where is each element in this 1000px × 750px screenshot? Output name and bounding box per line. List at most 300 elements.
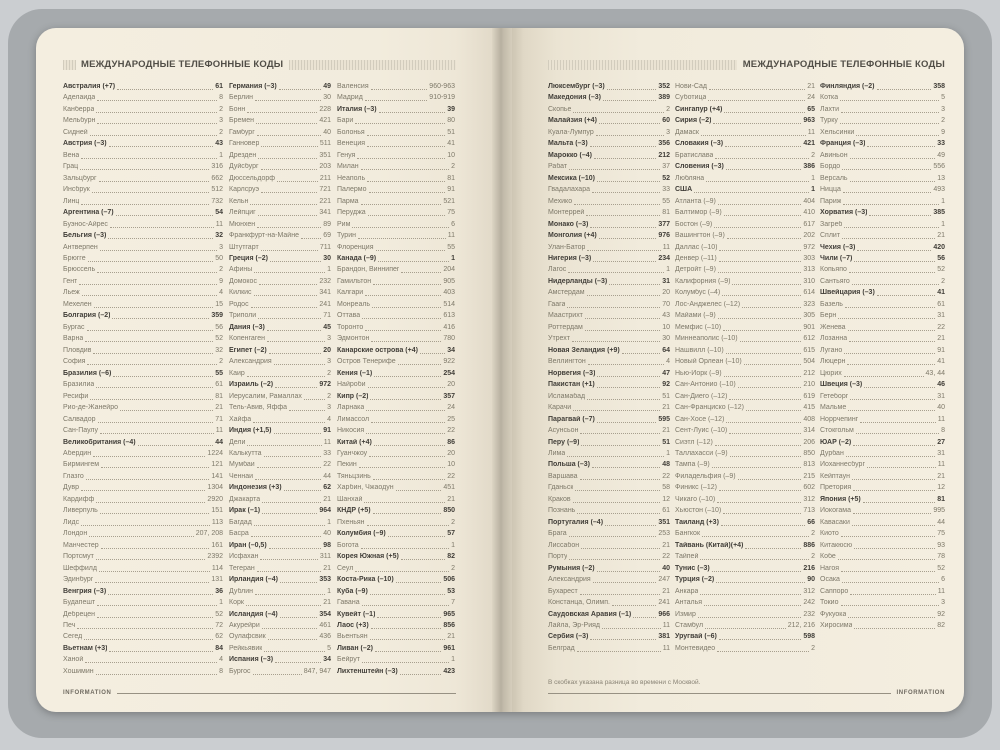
dot-leader (700, 594, 801, 595)
city-entry (229, 241, 331, 252)
entry-name: Асунсьон (548, 427, 579, 435)
dot-leader (254, 525, 325, 526)
dot-leader (97, 605, 217, 606)
dot-leader (358, 238, 446, 239)
dot-leader (845, 307, 935, 308)
entry-name: Иерусалим, Рамаллах (229, 392, 302, 400)
entry-name: Чикаго (–10) (675, 495, 716, 503)
city-entry (63, 286, 223, 297)
entry-name: Флоренция (337, 243, 374, 251)
city-entry (675, 286, 815, 297)
dot-leader (597, 376, 660, 377)
country-entry (548, 344, 670, 355)
dot-leader (255, 100, 321, 101)
dot-leader (371, 89, 428, 90)
dot-leader (264, 456, 322, 457)
dot-leader (841, 605, 940, 606)
dot-leader (367, 135, 446, 136)
entry-name: Мельбурн (63, 117, 96, 125)
country-entry (675, 573, 815, 584)
dial-code: 8 (219, 94, 223, 102)
entry-name: Куала-Лумпур (548, 128, 594, 136)
city-entry (675, 218, 815, 229)
dial-code: 36 (215, 587, 223, 595)
entry-name: Джакарта (229, 495, 261, 503)
dial-code: 813 (803, 461, 815, 469)
dial-code: 62 (215, 633, 223, 641)
city-entry (63, 631, 223, 642)
dot-leader (361, 548, 449, 549)
city-entry (548, 126, 670, 137)
city-entry (820, 103, 945, 114)
dot-leader (247, 445, 321, 446)
entry-name: Цюрих (820, 369, 842, 377)
entry-name: Ларнака (337, 404, 365, 412)
city-entry (675, 447, 815, 458)
country-entry (229, 539, 331, 550)
entry-name: София (63, 358, 86, 366)
city-entry (675, 378, 815, 389)
entry-name: Загреб (820, 220, 843, 228)
dial-code: 2 (941, 117, 945, 125)
dot-leader (856, 135, 939, 136)
dial-code: 2 (811, 553, 815, 561)
dial-code: 210 (803, 381, 815, 389)
entry-name: Будапешт (63, 599, 96, 607)
city-entry (820, 172, 945, 183)
dial-code: 37 (662, 163, 670, 171)
dot-leader (569, 559, 660, 560)
entry-name: Люксембург (–3) (548, 82, 605, 90)
entry-name: Монреаль (337, 300, 371, 308)
dial-code: 21 (447, 495, 455, 503)
country-entry (820, 252, 945, 263)
dot-leader (97, 100, 217, 101)
dial-code: 972 (803, 243, 815, 251)
country-entry (548, 137, 670, 148)
dial-code: 415 (803, 404, 815, 412)
book-spine (492, 28, 512, 712)
dot-leader (88, 261, 214, 262)
city-entry (63, 447, 223, 458)
city-entry (820, 218, 945, 229)
entry-name: Ганновер (229, 140, 260, 148)
entry-name: Канберра (63, 105, 95, 113)
city-entry (229, 527, 331, 538)
dial-code: 39 (447, 105, 455, 113)
city-entry (337, 298, 455, 309)
dot-leader (261, 250, 318, 251)
left-page (36, 28, 492, 712)
entry-name: Пхеньян (337, 518, 365, 526)
city-entry (337, 653, 455, 664)
city-entry (337, 355, 455, 366)
dot-leader (568, 272, 664, 273)
city-entry (337, 149, 455, 160)
dot-leader (364, 502, 445, 503)
city-entry (337, 218, 455, 229)
entry-name: Инсбрук (63, 186, 90, 194)
city-entry (548, 470, 670, 481)
dial-code: 436 (319, 633, 331, 641)
dial-code: 21 (937, 335, 945, 343)
entry-name: Таиланд (+3) (675, 518, 719, 526)
dial-code: 151 (211, 507, 223, 515)
dial-code: 341 (319, 209, 331, 217)
entry-name: Испания (–3) (229, 656, 274, 664)
entry-name: Коста-Рика (–10) (337, 576, 394, 584)
entry-name: Хиросима (820, 622, 853, 629)
country-entry (548, 114, 670, 125)
dial-code: 253 (658, 530, 670, 538)
dial-code: 310 (803, 277, 815, 285)
city-entry (675, 424, 815, 435)
dial-code: 45 (323, 323, 331, 331)
dot-leader (726, 169, 802, 170)
city-entry (820, 275, 945, 286)
dot-leader (597, 181, 660, 182)
right-page-footer (548, 690, 945, 696)
city-entry (63, 619, 223, 630)
dial-code: 40 (323, 128, 331, 136)
entry-name: Найроби (337, 381, 366, 389)
city-entry (548, 309, 670, 320)
dot-leader (367, 525, 450, 526)
dot-leader (718, 272, 801, 273)
city-entry (675, 298, 815, 309)
city-entry (63, 493, 223, 504)
dot-leader (96, 387, 213, 388)
city-entry (229, 126, 331, 137)
dial-code: 81 (937, 495, 945, 503)
dot-leader (261, 146, 317, 147)
city-entry (548, 619, 670, 630)
dial-code: 212 (803, 369, 815, 377)
dot-leader (592, 467, 660, 468)
dial-code: 2 (219, 128, 223, 136)
dot-leader (98, 422, 214, 423)
city-entry (337, 286, 455, 297)
city-entry (63, 91, 223, 102)
entry-name: Сантьяго (820, 277, 850, 285)
dial-code: 40 (937, 404, 945, 412)
dial-code: 1 (451, 656, 455, 664)
dial-code: 51 (447, 128, 455, 136)
dial-code: 21 (662, 427, 670, 435)
entry-name: Венгрия (–3) (63, 587, 107, 595)
entry-name: Бейрут (337, 656, 360, 664)
city-entry (63, 413, 223, 424)
city-entry (820, 596, 945, 607)
dot-leader (100, 250, 217, 251)
dot-leader (840, 123, 939, 124)
country-entry (548, 91, 670, 102)
dial-code: 55 (447, 243, 455, 251)
entry-name: Монако (–3) (548, 220, 589, 228)
dial-code: 5 (327, 644, 331, 652)
city-entry (820, 458, 945, 469)
dot-leader (361, 169, 450, 170)
dot-leader (729, 433, 801, 434)
dot-leader (370, 639, 446, 640)
entry-name: Кобе (820, 553, 836, 561)
dot-leader (254, 295, 318, 296)
dot-leader (257, 227, 321, 228)
city-entry (63, 390, 223, 401)
footer-rule (117, 693, 456, 694)
entry-name: Канарские острова (+4) (337, 346, 418, 354)
dot-leader (368, 215, 446, 216)
dial-code: 1 (451, 541, 455, 549)
city-entry (229, 264, 331, 275)
entry-name: Финикс (–12) (675, 484, 717, 492)
country-entry (820, 286, 945, 297)
dial-code: 34 (323, 656, 331, 664)
dial-code: 131 (211, 576, 223, 584)
city-entry (229, 665, 331, 676)
country-entry (675, 183, 815, 194)
country-entry (548, 562, 670, 573)
entry-name: Улан-Батор (548, 243, 586, 251)
city-entry (63, 516, 223, 527)
country-entry (337, 585, 455, 596)
dial-code: 54 (215, 209, 223, 217)
entry-name: Глазго (63, 472, 84, 480)
dot-leader (841, 112, 939, 113)
dial-code: 1 (811, 174, 815, 182)
entry-name: Сеул (337, 564, 354, 572)
dot-leader (694, 192, 809, 193)
stripe-ornament (548, 60, 737, 70)
country-entry (63, 367, 223, 378)
entry-name: Гаага (548, 300, 566, 308)
code-column (820, 80, 945, 653)
entry-name: Гент (63, 277, 78, 285)
dot-leader (80, 169, 209, 170)
dial-code: 312 (803, 495, 815, 503)
dot-leader (97, 272, 217, 273)
dial-code: 30 (323, 94, 331, 102)
dial-code: 61 (937, 300, 945, 308)
dot-leader (596, 135, 664, 136)
entry-name: Эдмонтон (337, 335, 370, 343)
entry-name: Рейкьявик (229, 644, 263, 652)
dial-code: 905 (443, 277, 455, 285)
city-entry (337, 172, 455, 183)
dial-code: 5 (941, 94, 945, 102)
city-entry (337, 332, 455, 343)
dot-leader (366, 433, 445, 434)
dot-leader (369, 456, 445, 457)
entry-name: Израиль (–2) (229, 381, 274, 389)
entry-name: Басра (229, 530, 249, 538)
dot-leader (304, 399, 325, 400)
dial-code: 910-919 (429, 94, 455, 102)
dot-leader (267, 330, 321, 331)
dot-leader (90, 135, 217, 136)
country-entry (229, 80, 331, 91)
dial-code: 850 (803, 449, 815, 457)
city-entry (63, 241, 223, 252)
entry-name: Калгари (337, 289, 364, 297)
entry-name: Суботица (675, 94, 707, 102)
dial-code: 2 (219, 105, 223, 113)
dot-leader (254, 272, 325, 273)
city-entry (820, 126, 945, 137)
country-entry (337, 344, 455, 355)
dot-leader (715, 158, 809, 159)
dot-leader (365, 295, 441, 296)
city-entry (337, 562, 455, 573)
entry-name: Линц (63, 197, 80, 205)
dot-leader (725, 146, 801, 147)
entry-name: Нашвилл (–10) (675, 346, 724, 354)
dial-code: 50 (215, 255, 223, 262)
dial-code: 98 (323, 541, 331, 549)
dot-leader (269, 353, 321, 354)
entry-name: Печ (63, 622, 76, 629)
city-entry (337, 481, 455, 492)
dial-code: 3 (666, 128, 670, 136)
entry-name: Бразилия (–6) (63, 369, 112, 377)
dot-leader (573, 112, 664, 113)
entry-name: Словения (–3) (675, 163, 724, 171)
dot-leader (90, 399, 213, 400)
dial-code: 31 (937, 392, 945, 400)
city-entry (820, 195, 945, 206)
dial-code: 11 (937, 461, 945, 469)
dot-leader (718, 204, 801, 205)
dot-leader (109, 651, 213, 652)
city-entry (820, 332, 945, 343)
dot-leader (724, 112, 805, 113)
dial-code: 966 (658, 610, 670, 618)
city-entry (675, 241, 815, 252)
dot-leader (93, 456, 205, 457)
dot-leader (706, 181, 809, 182)
dial-code: 21 (323, 599, 331, 607)
country-entry (675, 631, 815, 642)
entry-name: Кипр (–2) (337, 392, 369, 400)
city-entry (675, 458, 815, 469)
entry-name: Тегеран (229, 564, 255, 572)
dot-leader (262, 502, 321, 503)
dot-leader (96, 502, 205, 503)
entry-name: Киото (820, 530, 839, 538)
city-entry (548, 504, 670, 515)
dial-code: 21 (323, 564, 331, 572)
country-entry (548, 458, 670, 469)
entry-name: Веллингтон (548, 358, 586, 366)
entry-name: Корея Южная (+5) (337, 553, 399, 561)
dial-code: 55 (662, 197, 670, 205)
dot-leader (732, 284, 801, 285)
entry-name: ЮАР (–2) (820, 438, 852, 446)
dot-leader (567, 307, 660, 308)
dial-code: 52 (215, 335, 223, 343)
dial-code: 33 (937, 140, 945, 148)
dot-leader (850, 158, 936, 159)
dial-code: 10 (447, 151, 455, 159)
entry-name: Вьетнам (+3) (63, 644, 108, 652)
entry-name: Амстердам (548, 289, 585, 297)
entry-name: Лимассол (337, 415, 370, 423)
city-entry (229, 149, 331, 160)
city-entry (548, 264, 670, 275)
dial-code: 161 (211, 541, 223, 549)
entry-name: Авиньон (820, 151, 848, 159)
entry-name: Исфахан (229, 553, 259, 561)
dot-leader (745, 548, 801, 549)
city-entry (337, 596, 455, 607)
footer-section-label: INFORMATION (896, 690, 945, 696)
dot-leader (854, 548, 935, 549)
dial-code: 61 (215, 82, 223, 90)
city-entry (548, 206, 670, 217)
entry-name: Канада (–9) (337, 255, 377, 262)
dot-leader (85, 662, 217, 663)
dial-code: 3 (327, 358, 331, 366)
dot-leader (869, 215, 931, 216)
dial-code: 389 (658, 94, 670, 102)
entry-name: Люцерн (820, 358, 846, 366)
entry-name: Валенсия (337, 82, 369, 90)
city-entry (229, 172, 331, 183)
city-entry (229, 562, 331, 573)
dot-leader (723, 513, 801, 514)
city-entry (675, 390, 815, 401)
entry-name: Болгария (–2) (63, 312, 111, 320)
entry-name: Венеция (337, 140, 366, 148)
dial-code: 12 (662, 495, 670, 503)
dial-code: 215 (803, 472, 815, 480)
dial-code: 314 (803, 427, 815, 435)
dot-leader (577, 513, 660, 514)
entry-name: Брандон, Виннипег (337, 266, 400, 274)
dot-leader (87, 364, 217, 365)
country-entry (675, 137, 815, 148)
city-entry (548, 401, 670, 412)
dot-leader (730, 456, 802, 457)
dial-code: 7 (451, 599, 455, 607)
dial-code: 20 (662, 289, 670, 297)
city-entry (675, 344, 815, 355)
dot-leader (253, 422, 325, 423)
dot-leader (848, 410, 935, 411)
city-entry (337, 539, 455, 550)
entry-name: Даллас (–10) (675, 243, 718, 251)
entry-name: Домокос (229, 277, 257, 285)
city-entry (63, 481, 223, 492)
dial-code: 3 (219, 243, 223, 251)
dial-code: 52 (937, 266, 945, 274)
entry-name: Франция (–3) (820, 140, 866, 148)
city-entry (820, 114, 945, 125)
entry-name: Нидерланды (–3) (548, 277, 608, 285)
dial-code: 47 (662, 369, 670, 377)
entry-name: Швейцария (–3) (820, 289, 875, 297)
entry-name: Саппоро (820, 587, 849, 595)
city-entry (675, 596, 815, 607)
entry-name: Китакюсю (820, 541, 853, 549)
entry-name: Исламабад (548, 392, 586, 400)
city-entry (337, 91, 455, 102)
dot-leader (721, 525, 805, 526)
dial-code: 4 (219, 656, 223, 664)
dot-leader (284, 490, 322, 491)
entry-name: Колумбия (–9) (337, 530, 386, 538)
city-entry (63, 470, 223, 481)
